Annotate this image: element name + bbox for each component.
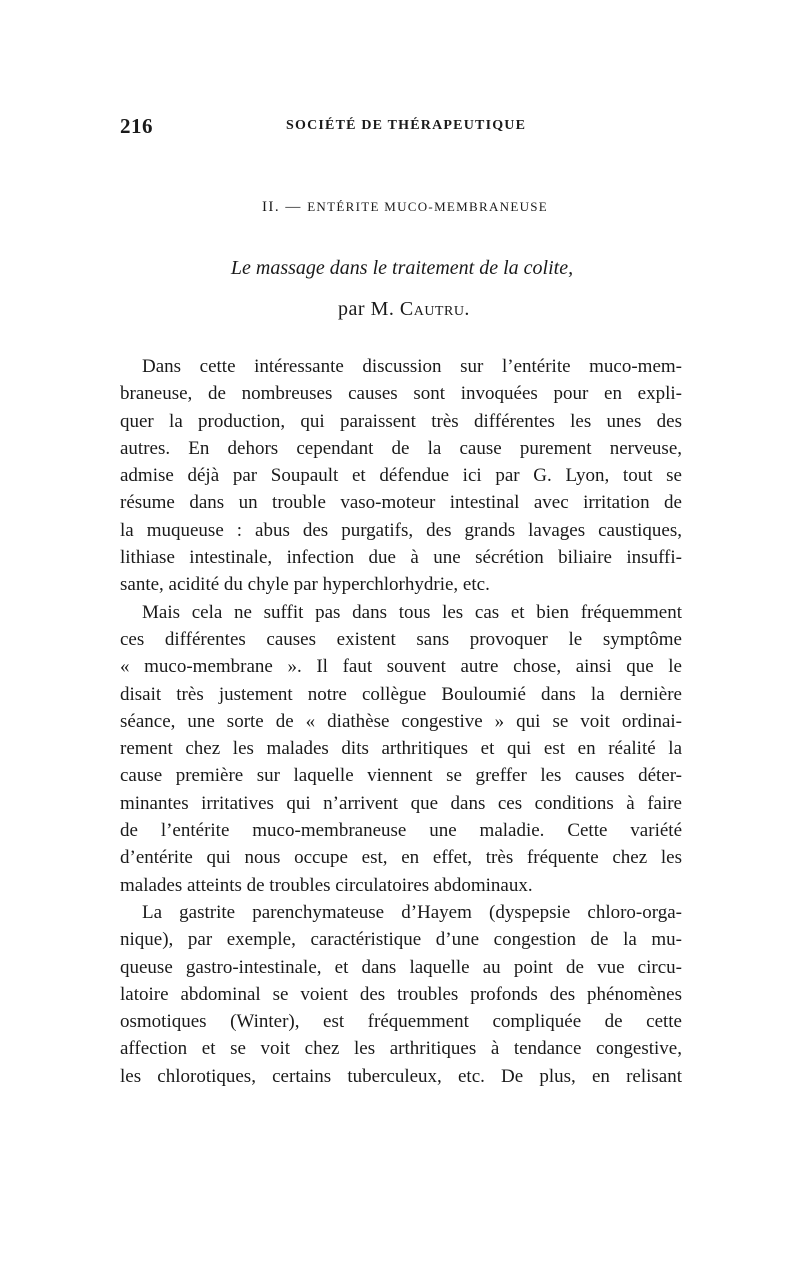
text-line: braneuse, de nombreuses causes sont invoquées pour en expli- (120, 383, 682, 405)
text-line: Dans cette intéressante discussion sur l’entérite muco-mem- (142, 356, 682, 377)
text-line: sante, acidité du chyle par hyperchlorhydrie, etc. (120, 574, 490, 596)
text-line: Mais cela ne suffit pas dans tous les cas et bien fréquemment (142, 601, 682, 623)
text-line: « muco-membrane ». Il faut souvent autre chose, ainsi que le (120, 656, 682, 678)
text-line: d’entérite qui nous occupe est, en effet, très fréquente chez les (120, 847, 682, 869)
journal-title: SOCIÉTÉ DE THÉRAPEUTIQUE (286, 118, 527, 133)
text-line: cause première sur laquelle viennent se greffer les causes déter- (120, 765, 682, 787)
paragraph (120, 899, 682, 1090)
paragraph (120, 599, 682, 899)
text-line: minantes irritatives qui n’arrivent que dans ces conditions à faire (120, 792, 682, 814)
text-line: affection et se voit chez les arthritiques à tendance congestive, (120, 1038, 682, 1060)
section-heading (0, 199, 800, 216)
page-number: 216 (120, 114, 153, 138)
byline-prefix: par M. (338, 298, 395, 320)
text-line: osmotiques (Winter), est fréquemment compliquée de cette (120, 1011, 682, 1033)
text-line: ces différentes causes existent sans provoquer le symptôme (120, 628, 682, 650)
author-name: Cautru. (399, 298, 470, 320)
text-line: malades atteints de troubles circulatoires abdominaux. (120, 874, 533, 896)
text-line: résume dans un trouble vaso-moteur intestinal avec irritation de (120, 492, 682, 514)
text-line: queuse gastro-intestinale, et dans laquelle au point de vue circu- (120, 956, 682, 978)
text-line: la muqueuse : abus des purgatifs, des grands lavages caustiques, (120, 519, 682, 541)
text-line: lithiase intestinale, infection due à une sécrétion biliaire insuffi- (120, 547, 682, 569)
article-title: Le massage dans le traitement de la colite, (230, 257, 574, 279)
text-line: rement chez les malades dits arthritiques et qui est en réalité la (120, 738, 682, 760)
text-line: autres. En dehors cependant de la cause purement nerveuse, (120, 437, 682, 459)
text-line: les chlorotiques, certains tuberculeux, etc. De plus, en relisant (120, 1065, 682, 1087)
body-text (120, 353, 682, 1090)
text-line: nique), par exemple, caractéristique d’une congestion de la mu- (120, 929, 682, 951)
text-line: quer la production, qui paraissent très différentes les unes des (120, 410, 682, 432)
text-line: latoire abdominal se voient des troubles profonds des phénomènes (120, 983, 682, 1005)
text-line: disait très justement notre collègue Bouloumié dans la dernière (120, 683, 682, 705)
paragraph (120, 353, 682, 599)
text-line: La gastrite parenchymateuse d’Hayem (dyspepsie chloro-orga- (142, 901, 682, 923)
text-line: de l’entérite muco-membraneuse une maladie. Cette variété (120, 820, 682, 842)
byline (0, 298, 800, 321)
section-number: II. — (261, 199, 302, 215)
running-head (120, 114, 682, 138)
text-line: admise déjà par Soupault et défendue ici par G. Lyon, tout se (120, 465, 682, 487)
text-line: séance, une sorte de « diathèse congestive » qui se voit ordinai- (120, 710, 682, 732)
section-title: ENTÉRITE MUCO-MEMBRANEUSE (307, 199, 549, 214)
